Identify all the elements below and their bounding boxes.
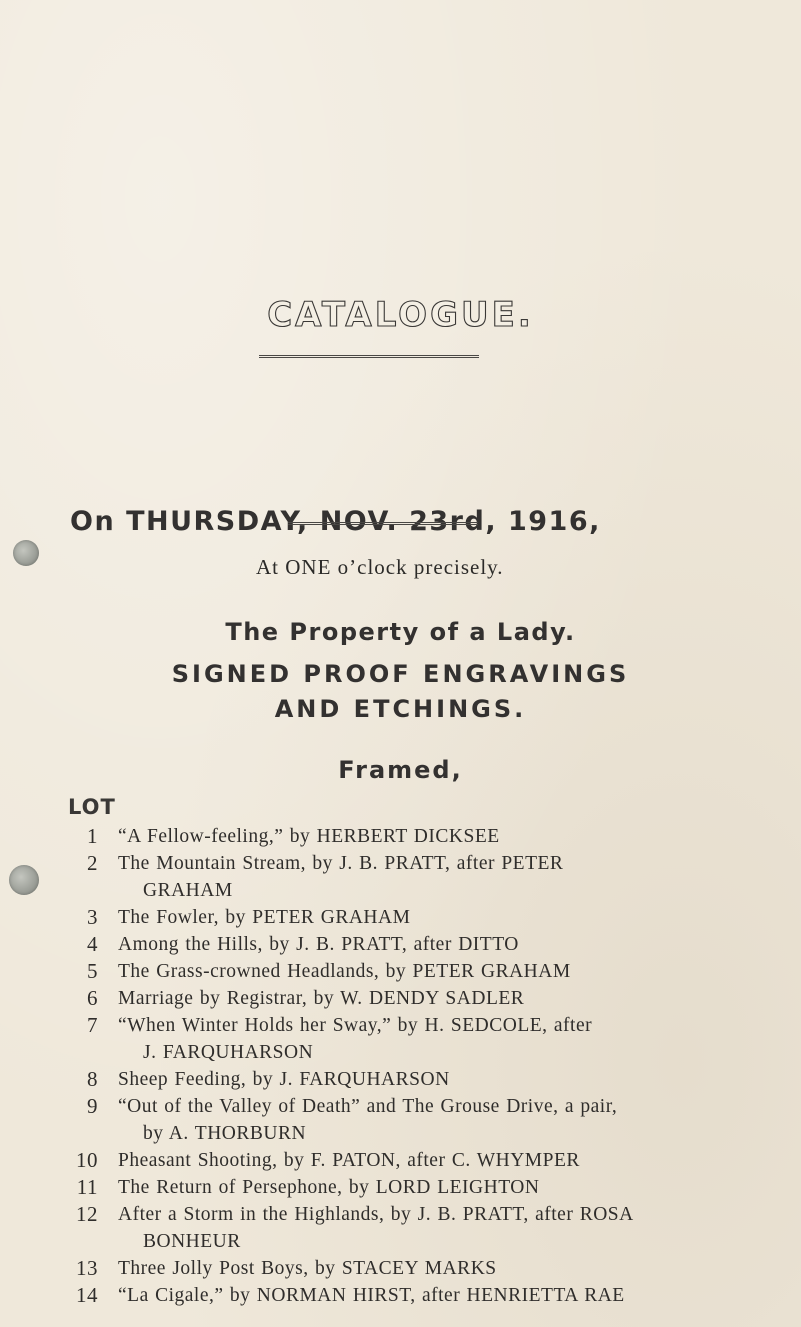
lot-description [118,850,797,904]
divider-rule [288,522,478,525]
lot-description-line: “When Winter Holds her Sway,” by H. SEDCOLE, after [118,1015,593,1036]
lot-description-line: Three Jolly Post Boys, by STACEY MARKS [118,1258,497,1279]
lot-description [118,931,797,958]
lot-description [118,1174,797,1201]
lot-description-line: “Out of the Valley of Death” and The Grouse Drive, a pair, [118,1096,618,1117]
lot-description-line: The Grass-crowned Headlands, by PETER GRAHAM [118,961,571,982]
lot-description [118,904,797,931]
lot-item [52,1147,797,1174]
lot-number: 14 [76,1283,98,1307]
lot-item [52,1255,797,1282]
lot-description-line: Marriage by Registrar, by W. DENDY SADLER [118,988,525,1009]
lot-description-line: After a Storm in the Highlands, by J. B. PRATT, after ROSA [118,1204,634,1225]
punch-hole [9,865,39,895]
lot-item [52,1066,797,1093]
lot-number: 13 [76,1256,98,1280]
lot-description [118,1012,797,1066]
lot-description-continuation: GRAHAM [143,880,233,901]
lot-number: 4 [87,932,98,956]
lot-item [52,958,797,985]
lot-item [52,1012,797,1066]
lot-description [118,1201,797,1255]
lot-item [52,823,797,850]
lot-number: 5 [87,959,98,983]
lot-description-line: “La Cigale,” by NORMAN HIRST, after HENRIETTA RAE [118,1285,625,1306]
lot-item [52,1174,797,1201]
lot-number: 9 [87,1094,98,1118]
lot-item [52,1093,797,1147]
lot-description-line: Sheep Feeding, by J. FARQUHARSON [118,1069,450,1090]
lot-description [118,1147,797,1174]
lot-description-continuation: by A. THORBURN [143,1123,307,1144]
lot-description-line: The Fowler, by PETER GRAHAM [118,907,411,928]
sale-date: On THURSDAY, NOV. 23rd, 1916, [70,506,601,537]
lot-item [52,850,797,904]
lot-description-line: The Mountain Stream, by J. B. PRATT, after PETER [118,853,564,874]
lot-description [118,1282,797,1309]
lot-description [118,1093,797,1147]
section-subheading: Framed, [338,756,463,784]
lot-item [52,985,797,1012]
lot-number: 8 [87,1067,98,1091]
lot-column-header: LOT [68,795,116,819]
lot-description-continuation: BONHEUR [143,1231,241,1252]
lot-description-line: “A Fellow-feeling,” by HERBERT DICKSEE [118,826,500,847]
divider-rule [259,355,479,358]
lot-description-line: The Return of Persephone, by LORD LEIGHTON [118,1177,540,1198]
lot-description [118,1066,797,1093]
lot-description-line: Among the Hills, by J. B. PRATT, after DITTO [118,934,519,955]
lot-item [52,904,797,931]
lot-item [52,1282,797,1309]
lot-description [118,1255,797,1282]
lot-number: 3 [87,905,98,929]
lot-number: 1 [87,824,98,848]
lot-number: 10 [76,1148,98,1172]
lot-description [118,823,797,850]
lot-list [52,823,797,1309]
lot-number: 7 [87,1013,98,1037]
lot-item [52,931,797,958]
punch-hole [13,540,39,566]
section-heading: AND ETCHINGS. [274,695,527,723]
lot-description [118,985,797,1012]
lot-description-continuation: J. FARQUHARSON [143,1042,314,1063]
lot-number: 6 [87,986,98,1010]
lot-description [118,958,797,985]
lot-number: 11 [76,1175,98,1199]
property-line: The Property of a Lady. [225,618,576,646]
lot-description-line: Pheasant Shooting, by F. PATON, after C. WHYMPER [118,1150,580,1171]
lot-number: 12 [76,1202,98,1226]
catalogue-title: CATALOGUE. [267,295,534,335]
lot-item [52,1201,797,1255]
section-heading: SIGNED PROOF ENGRAVINGS [171,660,630,688]
lot-number: 2 [87,851,98,875]
sale-time: At ONE o’clock precisely. [256,555,504,579]
